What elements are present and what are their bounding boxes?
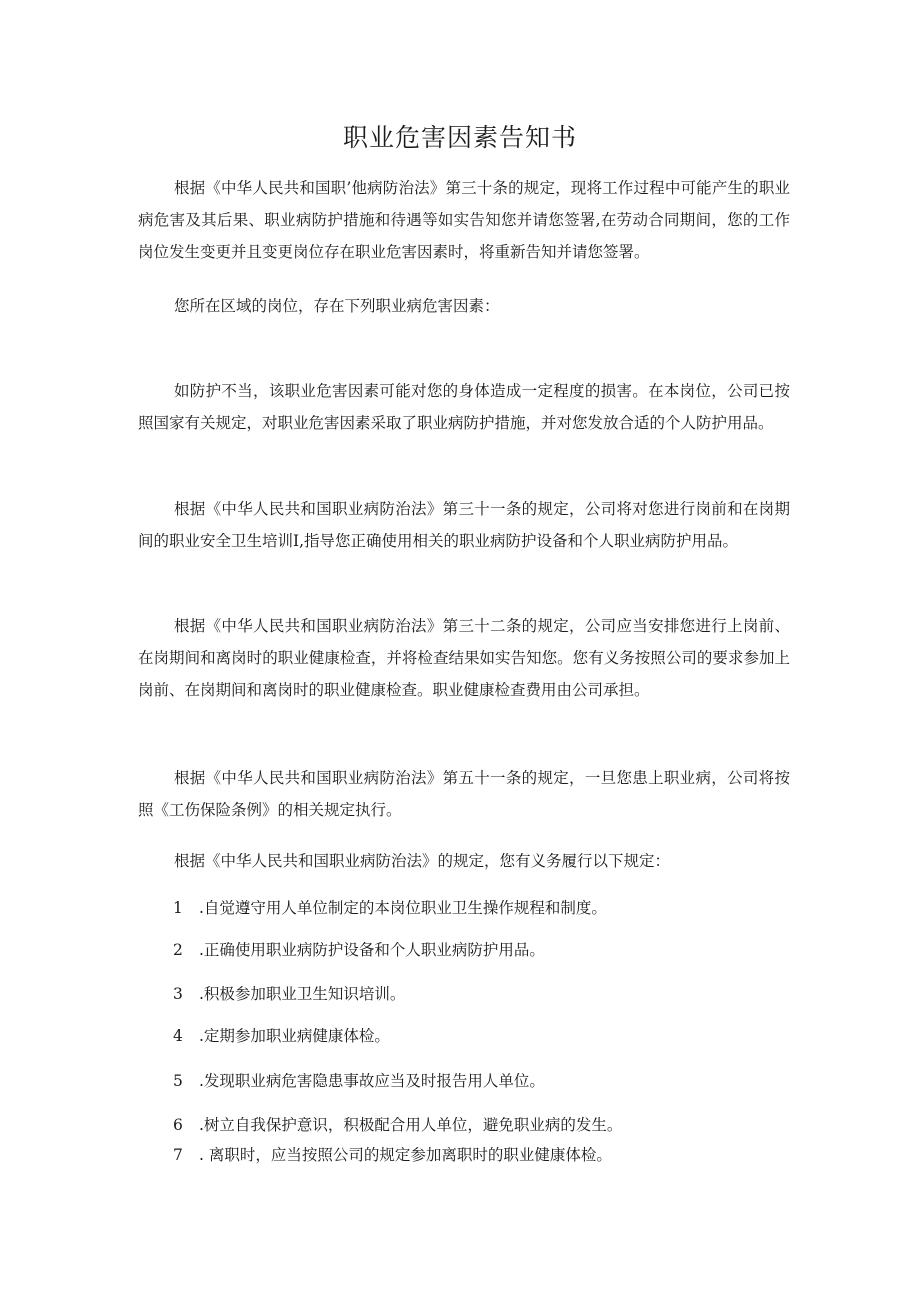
paragraph-obligations: 根据《中华人民共和国职业病防治法》的规定，您有义务履行以下规定： <box>174 852 671 870</box>
list-item-number: 2 <box>173 941 183 959</box>
list-item-number: 6 <box>173 1116 183 1134</box>
list-item-number: 4 <box>173 1027 183 1045</box>
list-item-number: 5 <box>173 1072 183 1090</box>
list-item <box>173 938 545 962</box>
list-item <box>173 1113 622 1137</box>
list-item-text: .自觉遵守用人单位制定的本岗位职业卫生操作规程和制度。 <box>199 899 607 917</box>
list-item-text: .发现职业病危害隐患事故应当及时报告用人单位。 <box>199 1072 545 1090</box>
list-item-text: .定期参加职业病健康体检。 <box>199 1027 390 1045</box>
list-item-number: 1 <box>173 899 183 917</box>
paragraph-protection: 如防护不当，该职业危害因素可能对您的身体造成一定程度的损害。在本岗位，公司已按照国家有关规定，对职业危害因素采取了职业病防护措施，并对您发放合适的个人防护用品。 <box>138 382 790 432</box>
list-item <box>173 896 607 920</box>
paragraph-health-check: 根据《中华人民共和国职业病防治法》第三十二条的规定，公司应当安排您进行上岗前、在岗期间和离岗时的职业健康检查，并将检查结果如实告知您。您有义务按照公司的要求参加上岗前、在岗期间和离岗时的职业健康检查。职业健康检查费用由公司承担。 <box>138 617 790 699</box>
list-item <box>173 1024 390 1048</box>
paragraph-training: 根据《中华人民共和国职业病防治法》第三十一条的规定，公司将对您进行岗前和在岗期间的职业安全卫生培训I,指导您正确使用相关的职业病防护设备和个人职业病防护用品。 <box>138 500 790 550</box>
list-item-text: .积极参加职业卫生知识培训。 <box>199 985 406 1003</box>
list-item-text: . 离职时，应当按照公司的规定参加离职时的职业健康体检。 <box>199 1146 612 1164</box>
paragraph-compensation: 根据《中华人民共和国职业病防治法》第五十一条的规定，一旦您患上职业病，公司将按照《工伤保险条例》的相关规定执行。 <box>138 769 790 819</box>
list-item <box>173 1069 545 1093</box>
document-title: 职业危害因素告知书 <box>342 123 577 152</box>
list-item-number: 7 <box>173 1146 183 1164</box>
list-item-text: .正确使用职业病防护设备和个人职业病防护用品。 <box>199 941 545 959</box>
paragraph-intro: 根据《中华人民共和国职’他病防治法》第三十条的规定，现将工作过程中可能产生的职业病危害及其后果、职业病防护措施和待遇等如实告知您并请您签署,在劳动合同期间，您的工作岗位发生变更并且变更岗位存在职业危害因素时，将重新告知并请您签署。 <box>138 179 790 261</box>
list-item-number: 3 <box>173 985 183 1003</box>
list-item <box>173 982 405 1006</box>
paragraph-hazard-factors: 您所在区域的岗位，存在下列职业病危害因素： <box>174 297 500 315</box>
list-item <box>173 1143 612 1167</box>
list-item-text: .树立自我保护意识，积极配合用人单位，避免职业病的发生。 <box>199 1116 623 1134</box>
